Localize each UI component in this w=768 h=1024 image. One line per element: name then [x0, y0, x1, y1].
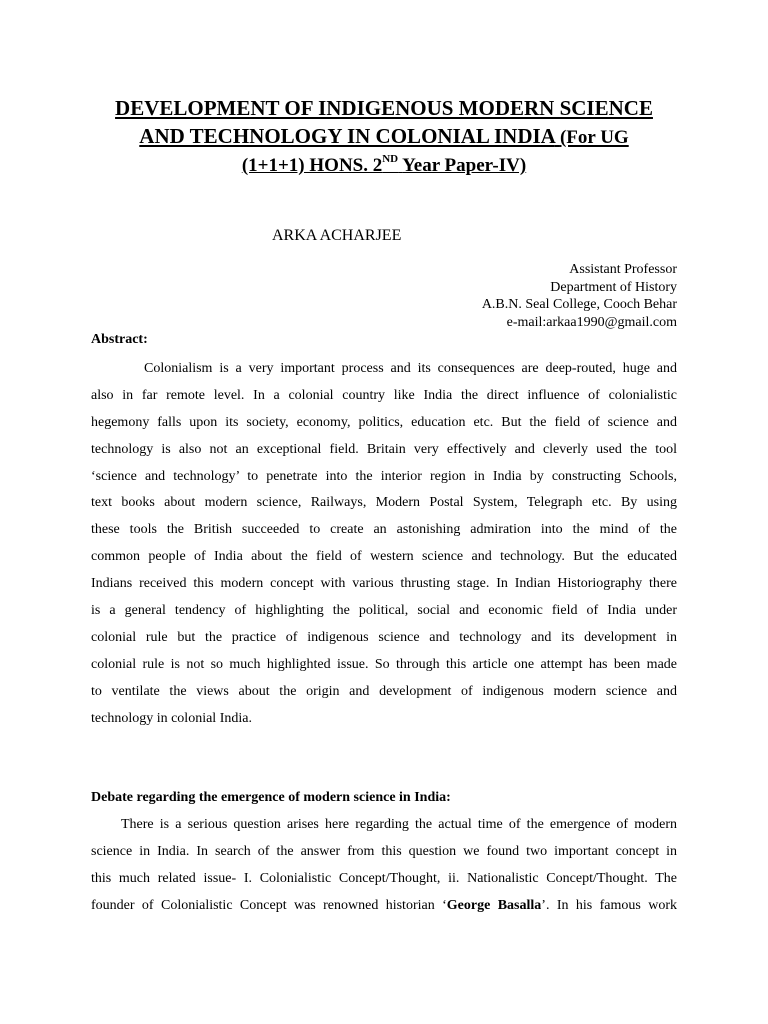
affiliation-email: e-mail:arkaa1990@gmail.com: [506, 314, 677, 330]
title-line-2-extra: (For UG: [559, 127, 629, 148]
affiliation-department: Department of History: [550, 279, 677, 295]
title-line-1: DEVELOPMENT OF INDIGENOUS MODERN SCIENCE: [115, 96, 653, 120]
section-paragraph: [91, 812, 677, 920]
document-title: [80, 94, 688, 180]
paragraph-line: Indians received this modern concept with various thrusting stage. In Indian Historiography there: [91, 576, 677, 592]
paragraph-line: to ventilate the views about the origin and development of indigenous modern science and: [91, 683, 677, 699]
paragraph-line: technology is also not an exceptional field. Britain very effectively and cleverly used the tool: [91, 441, 677, 457]
paragraph-line: these tools the British succeeded to create an astonishing admiration into the mind of the: [91, 522, 677, 538]
affiliation-college: A.B.N. Seal College, Cooch Behar: [481, 297, 677, 312]
paragraph-line: common people of India about the field of western science and technology. But the educated: [91, 549, 677, 565]
paragraph-line: is a general tendency of highlighting the political, social and economic field of India under: [91, 603, 677, 619]
paragraph-line: science in India. In search of the answer from this question we found two important concept in: [91, 843, 677, 859]
abstract-paragraph: [91, 356, 677, 732]
paragraph-line: technology in colonial India.: [91, 710, 252, 726]
title-superscript: ND: [382, 153, 399, 165]
paragraph-line: also in far remote level. In a colonial country like India the direct influence of colonialistic: [91, 387, 677, 403]
paragraph-line: hegemony falls upon its society, economy, politics, education etc. But the field of science and: [91, 414, 677, 430]
paragraph-line: [91, 893, 677, 920]
paragraph-line: colonial rule is not so much highlighted issue. So through this article one attempt has been made: [91, 656, 677, 672]
line-text-pre: founder of Colonialistic Concept was renowned historian ‘: [91, 897, 447, 913]
title-line-3: [80, 152, 688, 180]
paragraph-line: text books about modern science, Railways, Modern Postal System, Telegraph etc. By using: [91, 495, 677, 511]
line-text-post: ’. In his famous work: [541, 897, 677, 913]
paragraph-line: Colonialism is a very important process and its consequences are deep-routed, huge and: [144, 361, 677, 376]
paragraph-line: There is a serious question arises here regarding the actual time of the emergence of modern: [121, 817, 677, 832]
title-line-3-pre: (1+1+1) HONS. 2: [241, 155, 383, 176]
title-line-2-main: AND TECHNOLOGY IN COLONIAL INDIA: [139, 124, 555, 148]
section-heading: Debate regarding the emergence of modern science in India:: [91, 790, 451, 805]
cited-historian-name: George Basalla: [446, 897, 542, 913]
author-name: ARKA ACHARJEE: [272, 227, 402, 244]
title-line-2: [80, 122, 688, 152]
title-line-3-post: Year Paper-IV): [402, 155, 527, 176]
abstract-heading: Abstract:: [91, 332, 148, 347]
affiliation-position: Assistant Professor: [569, 262, 677, 277]
paragraph-line: ‘science and technology’ to penetrate into the interior region in India by constructing Schools,: [91, 468, 677, 484]
author-affiliation: [482, 261, 677, 331]
paragraph-line: this much related issue- I. Colonialistic Concept/Thought, ii. Nationalistic Concept/Thought. The: [91, 870, 677, 886]
paragraph-line: colonial rule but the practice of indigenous science and technology and its development in: [91, 629, 677, 645]
